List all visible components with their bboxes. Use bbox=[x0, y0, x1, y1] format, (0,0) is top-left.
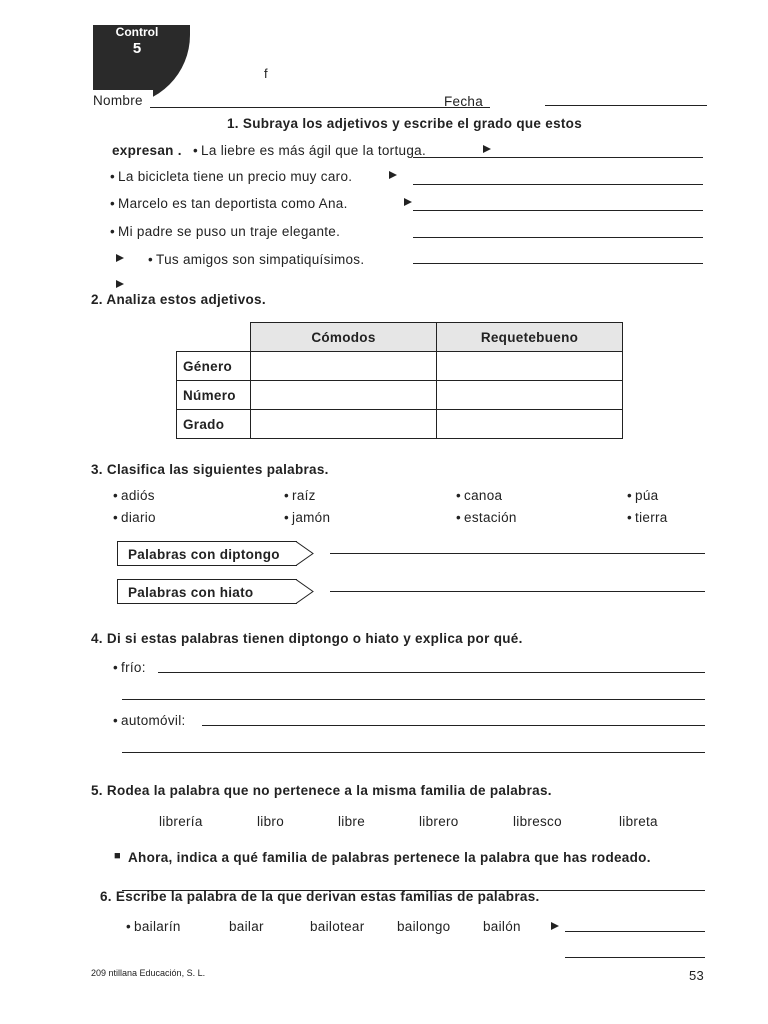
arrow-icon bbox=[483, 145, 491, 153]
row-header: Número bbox=[177, 381, 251, 410]
row-header: Género bbox=[177, 352, 251, 381]
q4-answer-line-2[interactable] bbox=[122, 699, 705, 700]
q1-item-2: • La bicicleta tiene un precio muy caro. bbox=[110, 169, 352, 184]
tag-diptongo: Palabras con diptongo bbox=[117, 541, 297, 566]
word-item: • adiós bbox=[113, 488, 155, 503]
table-cell[interactable] bbox=[437, 381, 623, 410]
q1-answer-line-4[interactable] bbox=[413, 237, 703, 238]
word-item: • jamón bbox=[284, 510, 330, 525]
q2-title: 2. Analiza estos adjetivos. bbox=[91, 292, 266, 307]
date-field[interactable] bbox=[545, 105, 707, 106]
badge-label: Control bbox=[115, 25, 159, 39]
q1-item-3: • Marcelo es tan deportista como Ana. bbox=[110, 196, 348, 211]
arrow-icon bbox=[116, 280, 124, 288]
tag-tip-icon bbox=[296, 579, 314, 604]
word-item: libre bbox=[338, 814, 366, 829]
word-item: • púa bbox=[627, 488, 658, 503]
publisher-credit: 209 ntillana Educación, S. L. bbox=[91, 968, 206, 978]
q3-title: 3. Clasifica las siguientes palabras. bbox=[91, 462, 329, 477]
q1-title: 1. Subraya los adjetivos y escribe el grado que estos bbox=[227, 116, 583, 131]
word-item: bailar bbox=[229, 919, 264, 934]
q1-answer-line-3[interactable] bbox=[413, 210, 703, 211]
word-item: bailongo bbox=[397, 919, 451, 934]
arrow-icon bbox=[551, 922, 559, 930]
name-field[interactable] bbox=[150, 107, 490, 108]
q1-item-5: • Tus amigos son simpatiquísimos. bbox=[148, 252, 364, 267]
word-item: • tierra bbox=[627, 510, 668, 525]
q4-title: 4. Di si estas palabras tienen diptongo o hiato y explica por qué. bbox=[91, 631, 523, 646]
word-item: libro bbox=[257, 814, 285, 829]
diptongo-answer-line[interactable] bbox=[330, 553, 705, 554]
table-cell[interactable] bbox=[251, 381, 437, 410]
word-item: • canoa bbox=[456, 488, 502, 503]
table-cell[interactable] bbox=[437, 352, 623, 381]
word-item: • raíz bbox=[284, 488, 316, 503]
arrow-icon bbox=[389, 171, 397, 179]
name-label: Nombre bbox=[93, 93, 143, 108]
q1-title-cont: expresan . bbox=[112, 143, 182, 158]
q4-answer-line-4[interactable] bbox=[122, 752, 705, 753]
col-header: Cómodos bbox=[251, 323, 437, 352]
q1-item-1: • La liebre es más ágil que la tortuga. bbox=[193, 143, 426, 158]
q5-sub-instruction: Ahora, indica a qué familia de palabras pertenece la palabra que has rodeado. bbox=[128, 850, 651, 865]
square-bullet-icon: ■ bbox=[114, 850, 121, 862]
word-item: librería bbox=[159, 814, 203, 829]
row-header: Grado bbox=[177, 410, 251, 439]
word-item: • bailarín bbox=[126, 919, 181, 934]
tag-hiato: Palabras con hiato bbox=[117, 579, 297, 604]
q6-title: 6. Escribe la palabra de la que derivan estas familias de palabras. bbox=[100, 889, 540, 904]
q4-answer-line-1[interactable] bbox=[158, 672, 705, 673]
col-header: Requetebueno bbox=[437, 323, 623, 352]
page-number: 53 bbox=[689, 968, 705, 983]
date-label: Fecha bbox=[444, 94, 484, 109]
badge-number: 5 bbox=[132, 40, 142, 57]
stray-char: f bbox=[264, 66, 268, 81]
q1-answer-line-5[interactable] bbox=[413, 263, 703, 264]
word-item: • diario bbox=[113, 510, 156, 525]
q1-item-4: • Mi padre se puso un traje elegante. bbox=[110, 224, 340, 239]
q6-answer-line-1[interactable] bbox=[565, 931, 705, 932]
q1-answer-line-1[interactable] bbox=[413, 157, 703, 158]
q6-answer-line-2[interactable] bbox=[565, 957, 705, 958]
q2-table bbox=[176, 322, 623, 439]
arrow-icon bbox=[404, 198, 412, 206]
arrow-icon bbox=[116, 254, 124, 262]
q4-item-1: • frío: bbox=[113, 660, 146, 675]
word-item: bailón bbox=[483, 919, 521, 934]
word-item: • estación bbox=[456, 510, 517, 525]
word-item: bailotear bbox=[310, 919, 365, 934]
word-item: libreta bbox=[619, 814, 658, 829]
table-cell[interactable] bbox=[437, 410, 623, 439]
hiato-answer-line[interactable] bbox=[330, 591, 705, 592]
word-item: librero bbox=[419, 814, 459, 829]
q4-answer-line-3[interactable] bbox=[202, 725, 705, 726]
q5-title: 5. Rodea la palabra que no pertenece a la misma familia de palabras. bbox=[91, 783, 552, 798]
tag-tip-icon bbox=[296, 541, 314, 566]
word-item: libresco bbox=[513, 814, 562, 829]
table-cell[interactable] bbox=[251, 352, 437, 381]
q4-item-2: • automóvil: bbox=[113, 713, 186, 728]
q1-answer-line-2[interactable] bbox=[413, 184, 703, 185]
table-cell[interactable] bbox=[251, 410, 437, 439]
